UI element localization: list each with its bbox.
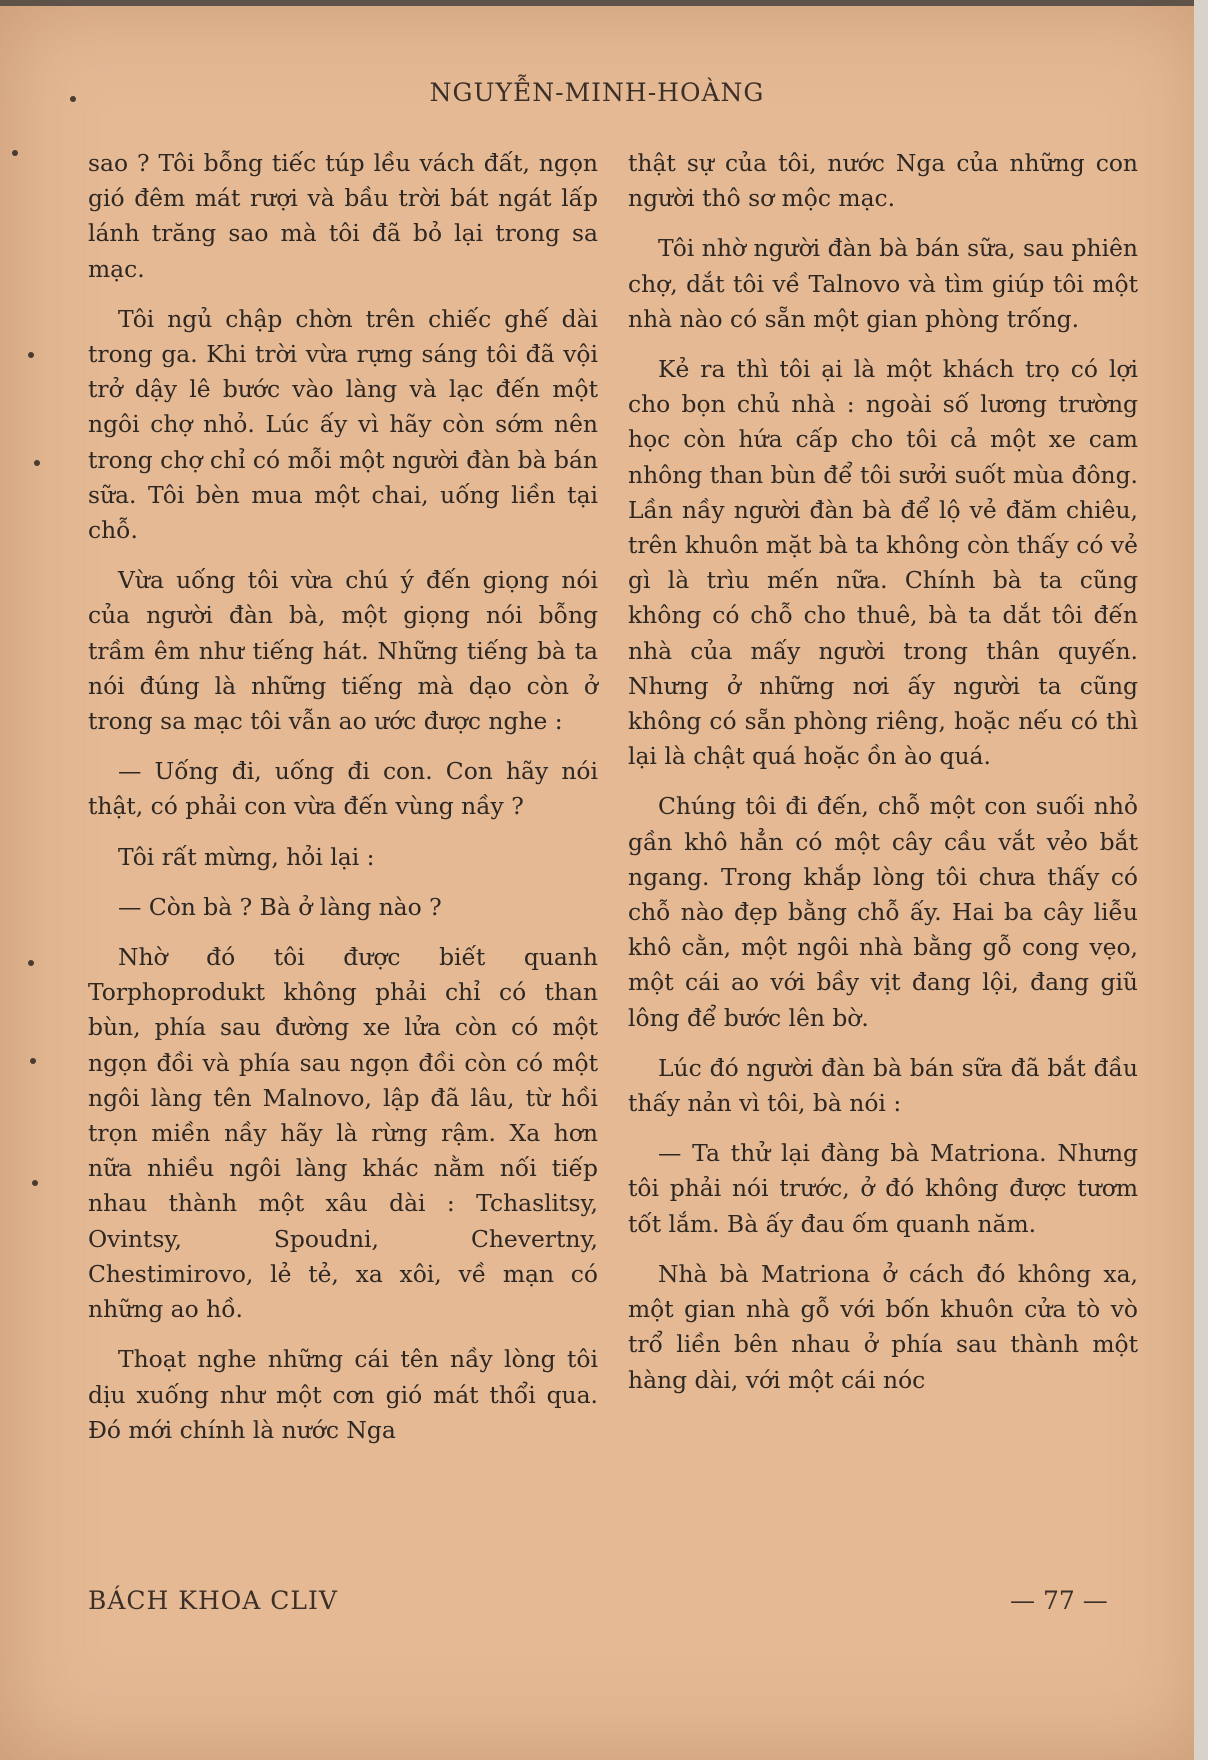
dialogue-line: — Uống đi, uống đi con. Con hãy nói thật, có phải con vừa đến vùng nầy ? bbox=[88, 757, 598, 821]
print-speck bbox=[12, 150, 18, 156]
paragraph: Chúng tôi đi đến, chỗ một con suối nhỏ gần khô hẳn có một cây cầu vắt vẻo bắt ngang. Trong khắp lòng tôi chưa thấy có chỗ nào đẹp bằng chỗ ấy. Hai ba cây liễu khô cằn, một ngôi nhà bằng gỗ cong vẹo, một cái ao với bầy vịt đang lội, đang giũ lông để bước lên bờ. bbox=[628, 792, 1138, 1032]
running-head: NGUYỄN-MINH-HOÀNG bbox=[429, 78, 765, 107]
paragraph: Vừa uống tôi vừa chú ý đến giọng nói của người đàn bà, một giọng nói bỗng trầm êm như tiếng hát. Những tiếng bà ta nói đúng là những tiếng mà dạo còn ở trong sa mạc tôi vẫn ao ước được nghe : bbox=[88, 566, 598, 736]
paragraph: Tôi nhờ người đàn bà bán sữa, sau phiên chợ, dắt tôi về Talnovo và tìm giúp tôi một nhà nào có sẵn một gian phòng trống. bbox=[628, 234, 1138, 333]
paragraph: Tôi ngủ chập chờn trên chiếc ghế dài trong ga. Khi trời vừa rựng sáng tôi đã vội trở dậy lê bước vào làng và lạc đến một ngôi chợ nhỏ. Lúc ấy vì hãy còn sớm nên trong chợ chỉ có mỗi một người đàn bà bán sữa. Tôi bèn mua một chai, uống liền tại chỗ. bbox=[88, 304, 598, 545]
print-speck bbox=[28, 960, 34, 966]
print-speck bbox=[34, 460, 40, 466]
page-top-edge bbox=[0, 0, 1208, 6]
paragraph: Kẻ ra thì tôi ại là một khách trọ có lợi cho bọn chủ nhà : ngoài số lương trường học còn hứa cấp cho tôi cả một xe cam nhông than bùn để tôi sưởi suốt mùa đông. Lần nầy người đàn bà để lộ vẻ đăm chiêu, trên khuôn mặt bà ta không còn thấy có vẻ gì là trìu mến nữa. Chính bà ta cũng không có chỗ cho thuê, bà ta dắt tôi đến nhà của mấy người trong thân quyến. Nhưng ở những nơi ấy người ta cũng không có sẵn phòng riêng, hoặc nếu có thì lại là chật quá hoặc ồn ào quá. bbox=[628, 355, 1138, 771]
dialogue-line: — Còn bà ? Bà ở làng nào ? bbox=[118, 892, 442, 921]
page-right-edge bbox=[1194, 0, 1208, 1760]
print-speck bbox=[30, 1058, 36, 1064]
print-speck bbox=[28, 352, 34, 358]
dialogue-line: — Ta thử lại đàng bà Matriona. Nhưng tôi phải nói trước, ở đó không được tươm tốt lắm. Bà ấy đau ốm quanh năm. bbox=[628, 1139, 1138, 1238]
paragraph: Tôi rất mừng, hỏi lại : bbox=[118, 842, 375, 871]
paragraph: Lúc đó người đàn bà bán sữa đã bắt đầu thấy nản vì tôi, bà nói : bbox=[628, 1053, 1138, 1118]
right-column bbox=[628, 146, 1138, 1413]
paragraph: sao ? Tôi bỗng tiếc túp lều vách đất, ngọn gió đêm mát rượi và bầu trời bát ngát lấp lánh trăng sao mà tôi đã bỏ lại trong sa mạc. bbox=[88, 149, 598, 283]
paragraph: Nhờ đó tôi được biết quanh Torphoprodukt không phải chỉ có than bùn, phía sau đường xe lửa còn có một ngọn đồi và phía sau ngọn đồi còn có một ngôi làng tên Malnovo, lập đã lâu, từ hồi trọn miền nầy hãy là rừng rậm. Xa hơn nữa nhiều ngôi làng khác nằm nối tiếp nhau thành một xâu dài : Tchaslitsy, Ovintsy, Spoudni, Chevertny, Chestimirovo, lẻ tẻ, xa xôi, về mạn có những ao hồ. bbox=[88, 943, 598, 1324]
page-number: — 77 — bbox=[1010, 1586, 1108, 1615]
left-column bbox=[88, 146, 598, 1463]
publication-footer: BÁCH KHOA CLIV bbox=[88, 1586, 338, 1615]
paragraph: thật sự của tôi, nước Nga của những con người thô sơ mộc mạc. bbox=[628, 149, 1138, 213]
paragraph: Thoạt nghe những cái tên nầy lòng tôi dịu xuống như một cơn gió mát thổi qua. Đó mới chính là nước Nga bbox=[88, 1345, 598, 1444]
paragraph: Nhà bà Matriona ở cách đó không xa, một gian nhà gỗ với bốn khuôn cửa tò vò trổ liền bên nhau ở phía sau thành một hàng dài, với một cái nóc bbox=[628, 1259, 1138, 1394]
print-speck bbox=[32, 1180, 38, 1186]
